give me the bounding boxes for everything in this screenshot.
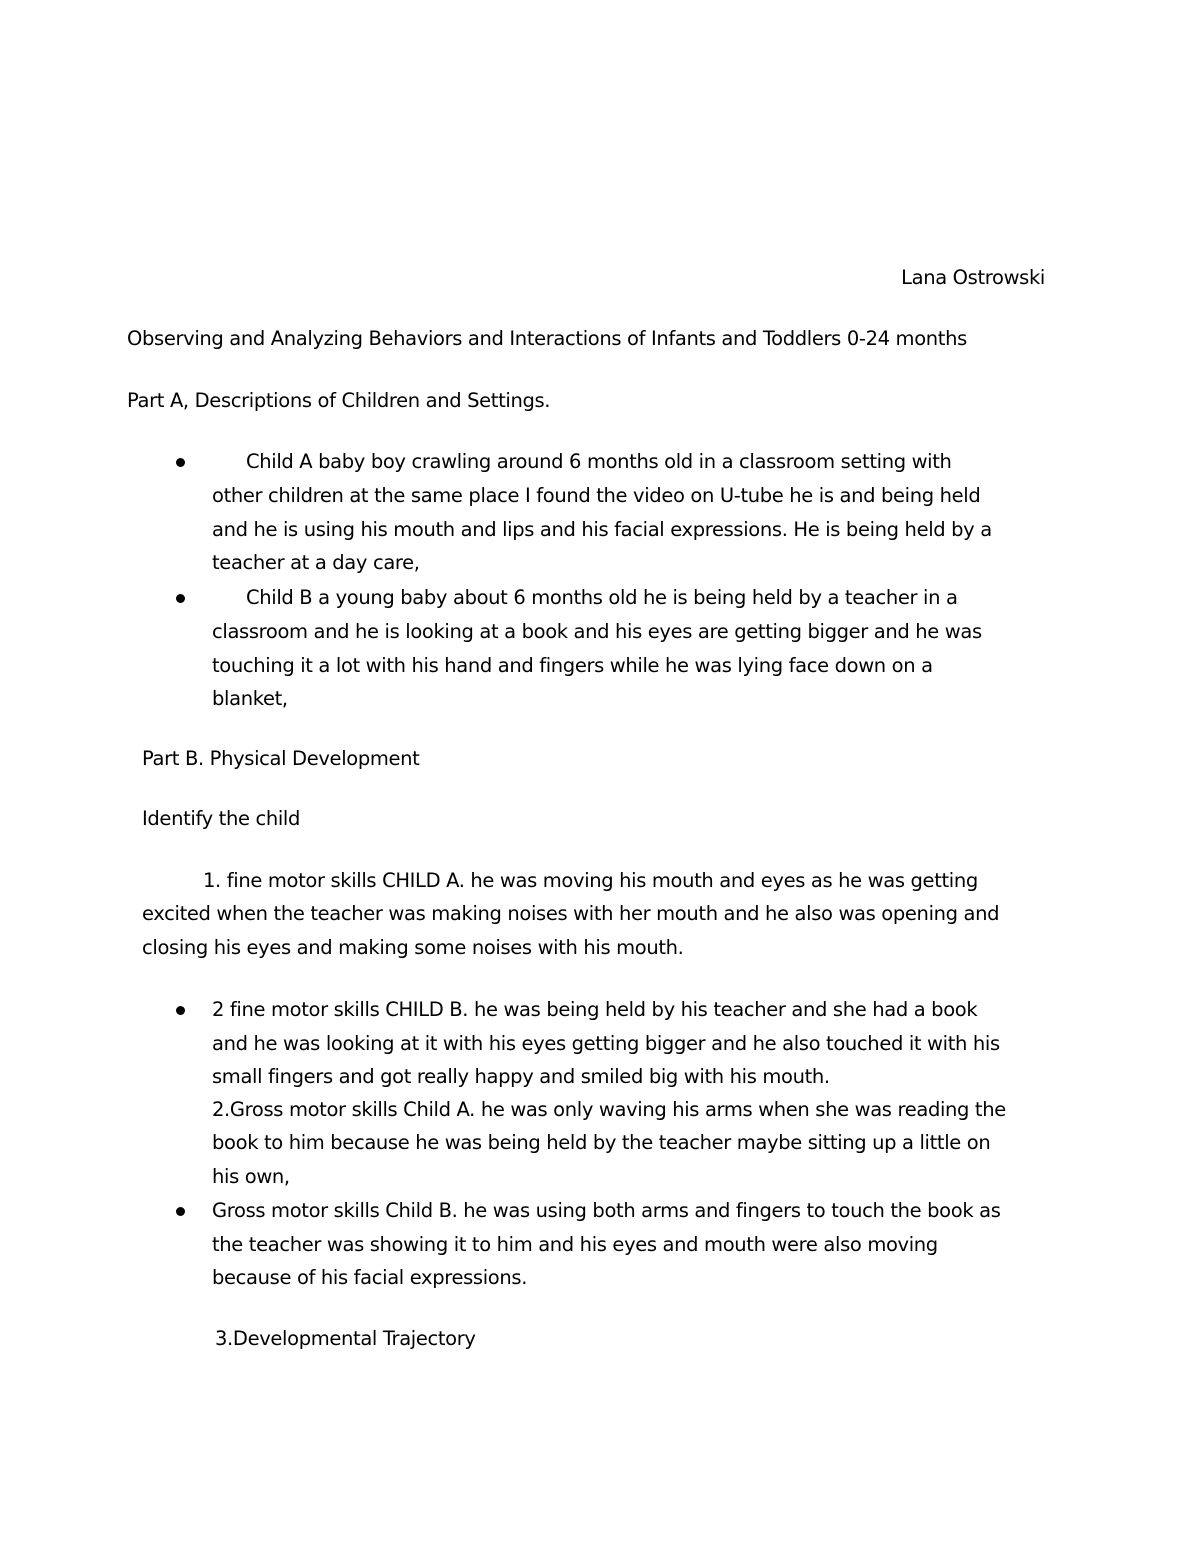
bullet-line: 2.Gross motor skills Child A. he was only waving his arms when she was reading the <box>212 1098 1006 1121</box>
bullet-line: 2 fine motor skills CHILD B. he was being held by his teacher and she had a book <box>212 998 978 1021</box>
identify-child-label: Identify the child <box>142 807 301 830</box>
bullet-line: classroom and he is looking at a book and his eyes are getting bigger and he was <box>212 620 982 643</box>
bullet-line: touching it a lot with his hand and fingers while he was lying face down on a <box>212 654 933 677</box>
author-name: Lana Ostrowski <box>901 266 1045 289</box>
bullet-line: because of his facial expressions. <box>212 1266 528 1289</box>
developmental-trajectory-heading: 3.Developmental Trajectory <box>215 1327 476 1350</box>
bullet-line: small fingers and got really happy and smiled big with his mouth. <box>212 1065 830 1088</box>
document-title: Observing and Analyzing Behaviors and Interactions of Infants and Toddlers 0-24 months <box>127 327 967 350</box>
bullet-line: Gross motor skills Child B. he was using both arms and fingers to touch the book as <box>212 1199 1001 1222</box>
bullet-line: the teacher was showing it to him and his eyes and mouth were also moving <box>212 1233 938 1256</box>
bullet-line: book to him because he was being held by the teacher maybe sitting up a little on <box>212 1131 991 1154</box>
bullet-icon <box>176 594 185 603</box>
bullet-line: other children at the same place I found the video on U-tube he is and being held <box>212 484 981 507</box>
paragraph-line: closing his eyes and making some noises with his mouth. <box>142 936 684 959</box>
bullet-line: teacher at a day care, <box>212 551 420 574</box>
paragraph-line: 1. fine motor skills CHILD A. he was moving his mouth and eyes as he was getting <box>203 869 978 892</box>
part-b-heading: Part B. Physical Development <box>142 747 420 770</box>
bullet-line: and he was looking at it with his eyes getting bigger and he also touched it with his <box>212 1032 1000 1055</box>
part-a-heading: Part A, Descriptions of Children and Settings. <box>127 389 551 412</box>
bullet-line: Child A baby boy crawling around 6 months old in a classroom setting with <box>246 450 952 473</box>
bullet-line: blanket, <box>212 687 288 710</box>
bullet-icon <box>176 1006 185 1015</box>
bullet-line: Child B a young baby about 6 months old he is being held by a teacher in a <box>246 586 958 609</box>
bullet-icon <box>176 458 185 467</box>
bullet-line: his own, <box>212 1165 290 1188</box>
bullet-line: and he is using his mouth and lips and his facial expressions. He is being held by a <box>212 518 992 541</box>
bullet-icon <box>176 1207 185 1216</box>
paragraph-line: excited when the teacher was making noises with her mouth and he also was opening and <box>142 902 1000 925</box>
